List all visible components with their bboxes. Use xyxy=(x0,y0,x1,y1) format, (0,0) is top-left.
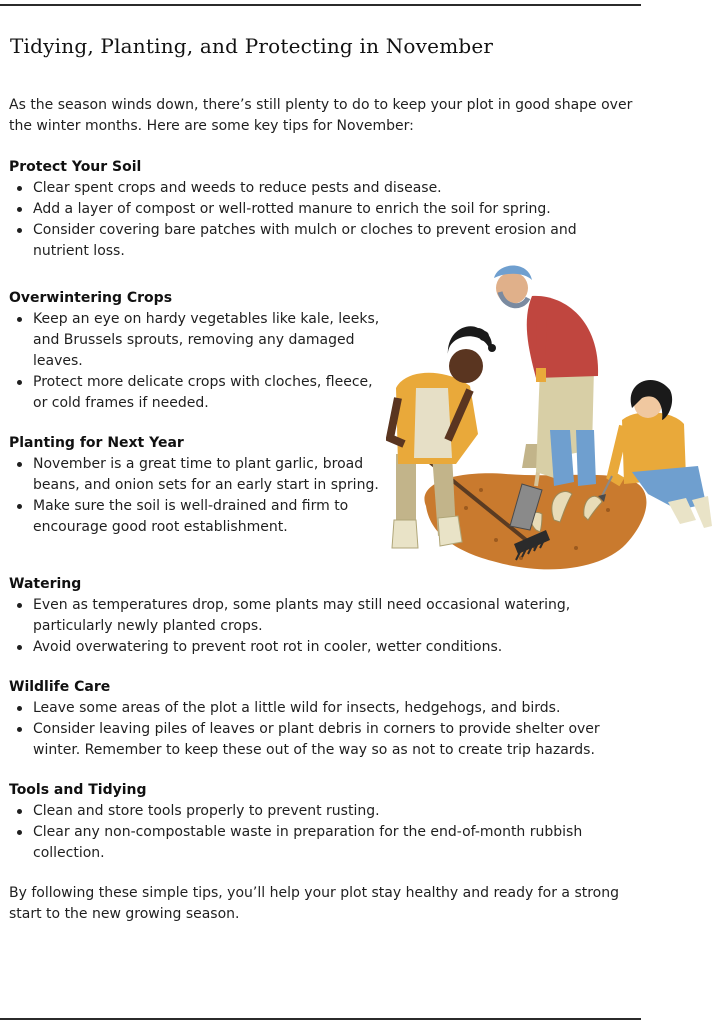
closing-paragraph: By following these simple tips, you’ll help your plot stay healthy and ready for a strong start to the new growing season. xyxy=(9,885,619,922)
tip-list xyxy=(9,595,639,658)
list-item: Clear spent crops and weeds to reduce pests and disease. xyxy=(9,178,629,199)
list-item: Clear any non-compostable waste in preparation for the end-of-month rubbish collection. xyxy=(9,822,639,864)
list-item: Avoid overwatering to prevent root rot in cooler, wetter conditions. xyxy=(9,637,639,658)
section-heading: Wildlife Care xyxy=(9,679,111,695)
tip-list xyxy=(9,698,649,761)
section-protect-soil xyxy=(9,157,629,262)
section-heading: Watering xyxy=(9,576,82,592)
section-wildlife-care xyxy=(9,677,649,761)
tip-list xyxy=(9,309,381,414)
section-heading: Planting for Next Year xyxy=(9,435,184,451)
list-item: Make sure the soil is well-drained and firm to encourage good root establishment. xyxy=(9,496,393,538)
list-item: Add a layer of compost or well-rotted manure to enrich the soil for spring. xyxy=(9,199,629,220)
section-planting-next-year xyxy=(9,433,393,538)
gardeners-illustration xyxy=(386,258,714,588)
list-item: Even as temperatures drop, some plants may still need occasional watering, particularly newly planted crops. xyxy=(9,595,639,637)
page-title: Tidying, Planting, and Protecting in November xyxy=(10,34,494,58)
tip-list xyxy=(9,801,639,864)
intro-paragraph: As the season winds down, there’s still plenty to do to keep your plot in good shape over the winter months. Here are some key tips for November: xyxy=(9,97,633,134)
section-overwintering-crops xyxy=(9,288,381,414)
list-item: Leave some areas of the plot a little wild for insects, hedgehogs, and birds. xyxy=(9,698,649,719)
list-item: Protect more delicate crops with cloches, fleece, or cold frames if needed. xyxy=(9,372,381,414)
section-heading: Protect Your Soil xyxy=(9,159,142,175)
section-tools-tidying xyxy=(9,780,639,864)
tip-list xyxy=(9,454,393,538)
list-item: Keep an eye on hardy vegetables like kale, leeks, and Brussels sprouts, removing any damaged leaves. xyxy=(9,309,381,372)
list-item: Clean and store tools properly to prevent rusting. xyxy=(9,801,639,822)
section-heading: Overwintering Crops xyxy=(9,290,173,306)
tip-list xyxy=(9,178,629,262)
bottom-rule xyxy=(0,1018,641,1020)
list-item: Consider covering bare patches with mulch or cloches to prevent erosion and nutrient loss. xyxy=(9,220,629,262)
list-item: November is a great time to plant garlic, broad beans, and onion sets for an early start in spring. xyxy=(9,454,393,496)
top-rule xyxy=(0,4,641,6)
section-heading: Tools and Tidying xyxy=(9,782,147,798)
list-item: Consider leaving piles of leaves or plant debris in corners to provide shelter over winter. Remember to keep these out of the way so as not to create trip hazards. xyxy=(9,719,649,761)
